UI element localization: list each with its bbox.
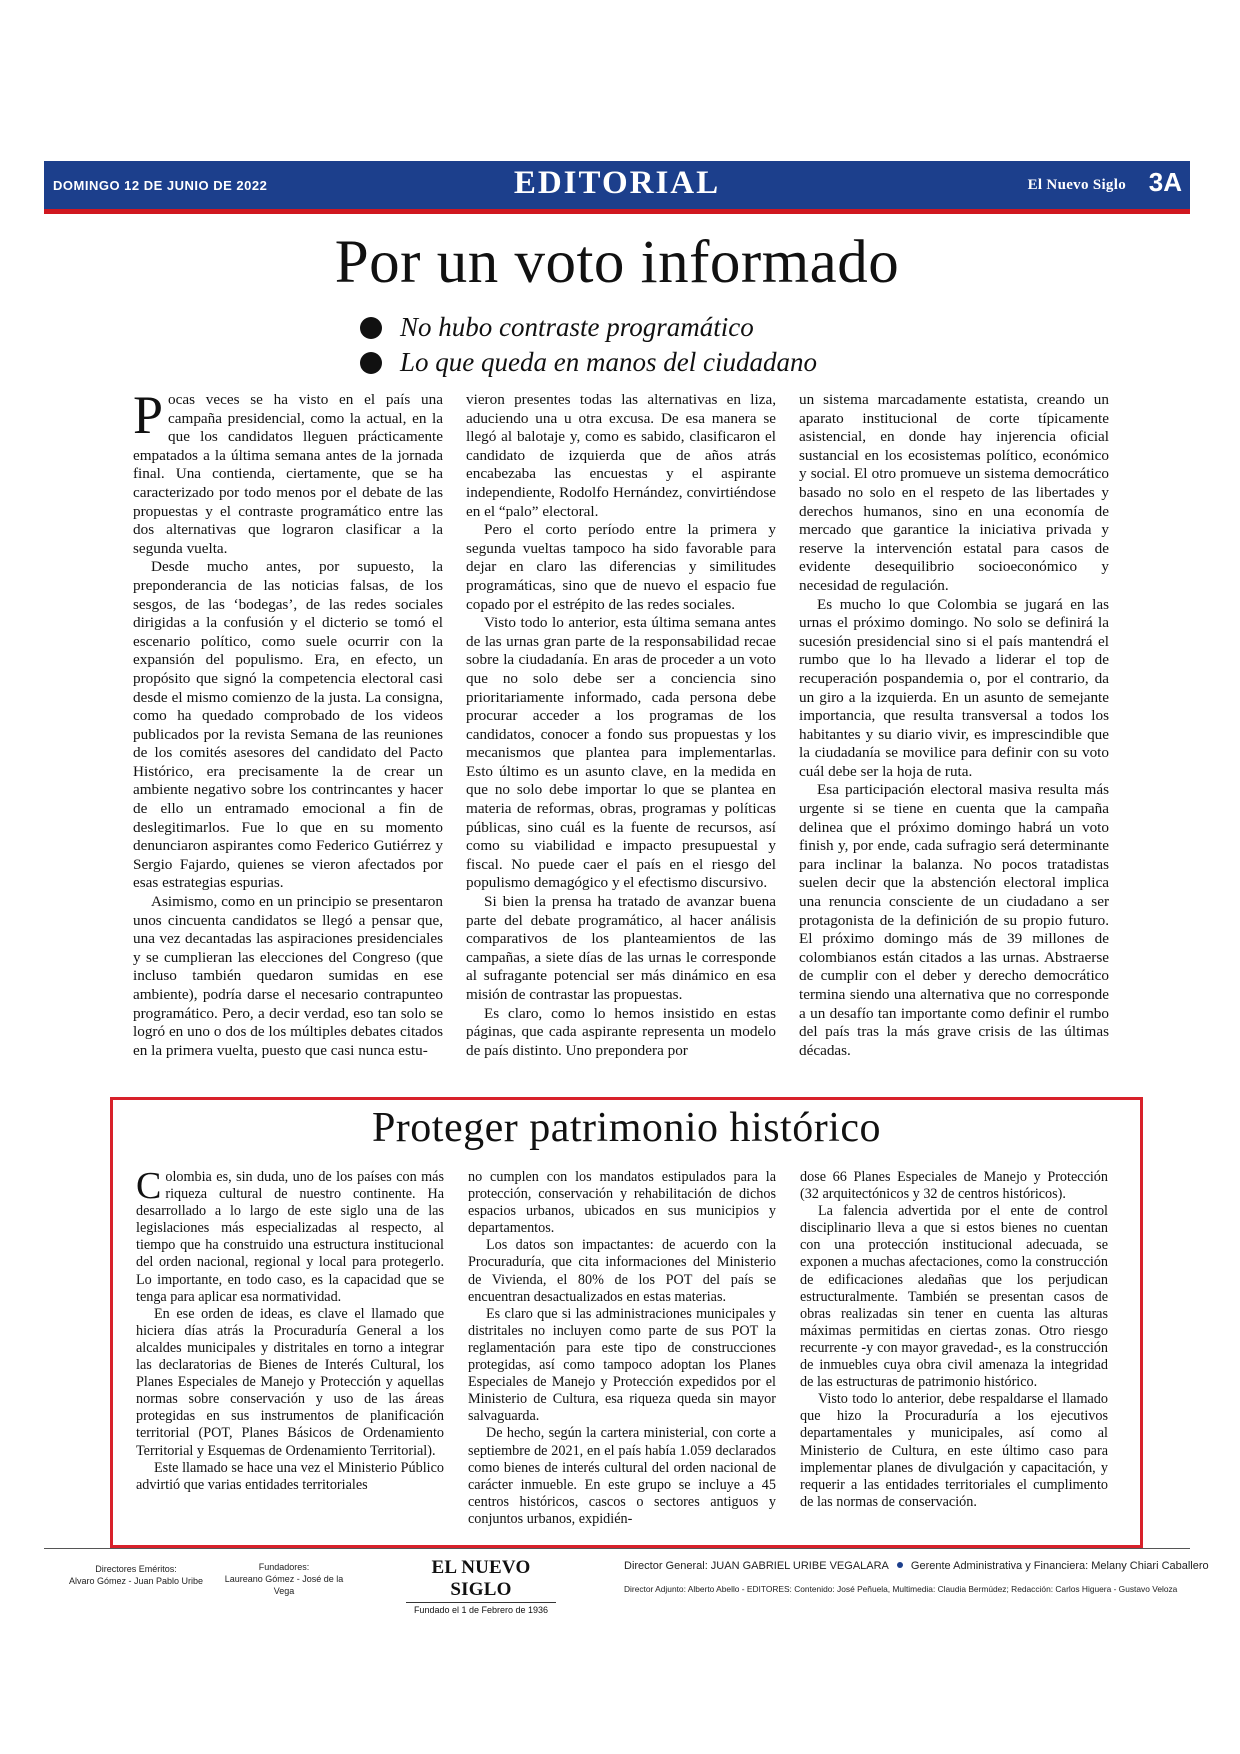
footer-logo (406, 1557, 556, 1615)
main-column-2 (466, 391, 776, 1060)
paragraph: Visto todo lo anterior, esta última semana antes de las urnas gran parte de la responsabilidad recae sobre la ciudadanía. En aras de proceder a un voto que no solo debe ser a conciencia sino prioritariamente informado, cada persona debe procurar acceder a los programas de los candidatos, conocer a fondo sus propuestas y los mecanismos que plantea para implementarlas. Esto último es un asunto clave, en la medida en que no solo debe importar lo que se plantea en materia de reformas, obras, programas y políticas públicas, sino cuál es la fuente de recursos, así como su viabilidad e impacto presupuestal y fiscal. No puede caer el país en el riesgo del populismo demagógico y el efectismo discursivo. (466, 614, 776, 892)
paragraph: Esa participación electoral masiva resulta más urgente si se tiene en cuenta que la campaña delinea que el próximo domingo habrá un voto finish y, por ende, cada sufragio será determinante para inclinar la balanza. No pocos tratadistas suelen decir que la abstención electoral implica una renuncia consciente de un ciudadano a ser protagonista de la definición de su propio futuro. El próximo domingo más de 39 millones de colombianos están citados a las urnas. Abstraerse de cumplir con el deber y derecho democrático termina siendo una alternativa que no corresponde a un desafío tan importante como definir el rumbo del país tras la más grave crisis de las últimas décadas. (799, 781, 1109, 1059)
logo-text: EL NUEVO SIGLO (406, 1557, 556, 1603)
paragraph: no cumplen con los mandatos estipulados para la protección, conservación y rehabilitación de dichos espacios urbanos, ubicados en sus municipios y departamentos. (468, 1169, 776, 1237)
financial-manager: Gerente Administrativa y Financiera: Melany Chiari Caballero (910, 1560, 1209, 1572)
secondary-column-2 (468, 1169, 776, 1528)
paragraph: Los datos son impactantes: de acuerdo con la Procuraduría, que cita informaciones del Ministerio de Vivienda, el 80% de los POT del país se encuentran desactualizados en estas materias. (468, 1237, 776, 1305)
section-banner (44, 161, 1190, 214)
director-line (624, 1560, 1209, 1572)
page-number: 3A (1148, 167, 1182, 197)
paragraph: Si bien la prensa ha tratado de avanzar buena parte del debate programático, al hacer análisis comparativos de los planteamientos de las campañas, a siete días de las urnas le corresponde al sufragante potencial ser más dinámico en esa misión de contrastar las propuestas. (466, 893, 776, 1003)
paragraph: En ese orden de ideas, es clave el llamado que hiciera días atrás la Procuraduría General a los alcaldes municipales y distritales en torno a integrar las declaratorias de Bienes de Interés Cultural, los Planes Especiales de Manejo y Protección y aquellas normas sobre conservación y uso de las áreas protegidas en sus instrumentos de planificación territorial (POT, Planes Básicos de Ordenamiento Territorial y Esquemas de Ordenamiento Territorial). (136, 1305, 444, 1459)
section-title: EDITORIAL (513, 165, 721, 201)
main-column-3 (799, 391, 1109, 1060)
secondary-column-1 (136, 1165, 444, 1494)
separator-dot-icon (897, 1562, 903, 1568)
main-headline: Por un voto informado (334, 229, 900, 296)
paragraph: dose 66 Planes Especiales de Manejo y Protección (32 arquitectónicos y 32 de centros históricos). (800, 1169, 1108, 1203)
paragraph: Es mucho lo que Colombia se jugará en las urnas el próximo domingo. No solo se definirá la sucesión presidencial sino si el país mantendrá el rumbo que lo ha llevado a liderar el top de recuperación pospandemia o, por el contrario, da un giro a la izquierda. En un asunto de semejante importancia, que resulta transversal a todos los habitantes y su diario vivir, es imprescindible que la ciudadanía se movilice para definir con su voto cuál debe ser la hoja de ruta. (799, 595, 1109, 780)
headline-bullets (360, 310, 817, 380)
drop-cap: P (133, 385, 164, 445)
main-column-1 (133, 385, 443, 1060)
masthead-brand: El Nuevo Siglo (1027, 177, 1126, 193)
drop-cap: C (136, 1165, 162, 1207)
founders (219, 1561, 349, 1597)
paragraph: Es claro, como lo hemos insistido en estas páginas, que cada aspirante representa un modelo de país distinto. Uno prepondera por (466, 1004, 776, 1059)
bullet-item (360, 345, 817, 380)
paragraph (136, 1165, 444, 1306)
founders-names: Laureano Gómez - José de la Vega (224, 1574, 344, 1596)
director-general: Director General: JUAN GABRIEL URIBE VEGALARA (624, 1560, 889, 1572)
paragraph: un sistema marcadamente estatista, creando un aparato institucional de corte típicamente asistencial, en donde hay injerencia oficial sustancial en los ecosistemas político, económico y social. El otro promueve un sistema democrático basado no solo en el respeto de las libertades y derechos humanos, sino en una economía de mercado que garantice la iniciativa privada y reserve la intervención estatal para casos de evidente desequilibrio socioeconómico y necesidad de regulación. (799, 391, 1109, 594)
founded-date: Fundado el 1 de Febrero de 1936 (413, 1605, 549, 1615)
paragraph: vieron presentes todas las alternativas en liza, aduciendo una u otra excusa. De esa manera se llegó al balotaje y, como es sabido, clasificaron el candidato de izquierda que de años atrás encabezaba las encuestas y el aspirante independiente, Rodolfo Hernández, convirtiéndose en el “palo” electoral. (466, 391, 776, 520)
bullet-dot-icon (360, 317, 382, 339)
founders-label: Fundadores: (258, 1562, 310, 1572)
paragraph: Este llamado se hace una vez el Ministerio Público advirtió que varias entidades territoriales (136, 1459, 444, 1493)
secondary-headline: Proteger patrimonio histórico (371, 1105, 882, 1151)
paragraph: La falencia advertida por el ente de control disciplinario lleva a que si estos bienes no cuentan con una protección institucional adecuada, se exponen a muchas afectaciones, como la construcción de edificaciones aledañas que los perjudican estructuralmente. También se presentan casos de obras realizadas sin tener en cuenta las alturas máximas permitidas en ciertas zonas. Otro riesgo recurrente -y con mayor gravedad-, es la construcción de inmuebles cuya obra civil amenaza la integridad de las estructuras de patrimonio histórico. (800, 1203, 1108, 1391)
credits-footer (44, 1548, 1209, 1615)
secondary-editorial-box (110, 1097, 1143, 1548)
secondary-column-3 (800, 1169, 1108, 1511)
paragraph: Asimismo, como en un principio se presentaron unos cincuenta candidatos se llegó a pensar que, una vez decantadas las aspiraciones presidenciales y se cumplieran las elecciones del Congreso (que incluso también quedaron sumidas en ese ambiente), podría darse el necesario contrapunteo programático. Pero, a decir verdad, eso tan solo se logró en uno o dos de los múltiples debates citados en la primera vuelta, puesto que casi nunca estu- (133, 893, 443, 1059)
emeritus-names: Alvaro Gómez - Juan Pablo Uribe (68, 1576, 204, 1586)
paragraph (133, 385, 443, 558)
paragraph: Pero el corto período entre la primera y segunda vueltas tampoco ha sido favorable para dejar en claro las diferencias y similitudes programáticas, sino que de nuevo el espacio fue copado por el estrépito de las redes sociales. (466, 521, 776, 613)
bullet-dot-icon (360, 352, 382, 374)
paragraph: Desde mucho antes, por supuesto, la preponderancia de las noticias falsas, de los sesgos, de las ‘bodegas’, de las redes sociales dirigidas a la confusión y el dicterio se tomó el escenario político, como suele ocurrir con la expansión del populismo. Era, en efecto, un propósito que signó la competencia electoral casi desde el mismo comienzo de la justa. La consigna, como ha quedado comprobado de los videos publicados por la revista Semana de las reuniones de los comités asesores del candidato del Pacto Histórico, era precisamente la de crear un ambiente negativo sobre los contrincantes y hacer de ello un entramado emocional a fin de deslegitimarlos. Fue lo que en su momento denunciaron aspirantes como Federico Gutiérrez y Sergio Fajardo, quienes se vieron afectados por esas estrategias espurias. (133, 558, 443, 892)
bullet-item (360, 310, 817, 345)
editors-line: Director Adjunto: Alberto Abello - EDITORES: Contenido: José Peñuela, Multimedia: Claudia Bermúdez; Redacción: Carlos Higuera - Gustavo Veloza (624, 1584, 1178, 1594)
paragraph-text: olombia es, sin duda, uno de los países con más riqueza cultural de nuestro continente. Ha desarrollado a lo largo de este siglo una de las legislaciones más especializadas al respecto, al tiempo que ha construido una estructura institucional del orden nacional, regional y local para protegerlo. Lo importante, en todo caso, es la capacidad que se tenga para aplicar esa normatividad. (136, 1169, 444, 1305)
emeritus-label: Directores Eméritos: (95, 1564, 177, 1574)
paragraph: Es claro que si las administraciones municipales y distritales no incluyen como parte de sus POT la reglamentación para este tipo de construcciones protegidas, así como tampoco adoptan los Planes Especiales de Manejo y Protección expedidos por el Ministerio de Cultura, esa riqueza queda sin mayor salvaguarda. (468, 1305, 776, 1425)
paragraph-text: ocas veces se ha visto en el país una campaña presidencial, como la actual, en la que los candidatos lleguen prácticamente empatados a la última semana antes de la jornada final. Una contienda, ciertamente, que se ha caracterizado por todo menos por el debate de las propuestas y el contraste programático entre las dos alternativas que lograron clasificar a la segunda vuelta. (133, 391, 443, 557)
bullet-text: Lo que queda en manos del ciudadano (400, 347, 817, 377)
issue-date: DOMINGO 12 DE JUNIO DE 2022 (53, 178, 268, 193)
emeritus-directors (66, 1563, 206, 1587)
paragraph: De hecho, según la cartera ministerial, con corte a septiembre de 2021, en el país había 1.059 declarados como bienes de interés cultural del orden nacional de carácter inmueble. En este grupo se incluye a 45 centros históricos, cascos o sectores antiguos y conjuntos urbanos, expidién- (468, 1425, 776, 1527)
bullet-text: No hubo contraste programático (400, 312, 754, 342)
paragraph: Visto todo lo anterior, debe respaldarse el llamado que hizo la Procuraduría a los ejecutivos departamentales y municipales, así como al Ministerio de Cultura, en este último caso para implementar planes de divulgación y capacitación, y requerir a las entidades territoriales el cumplimento de las normas de conservación. (800, 1391, 1108, 1510)
